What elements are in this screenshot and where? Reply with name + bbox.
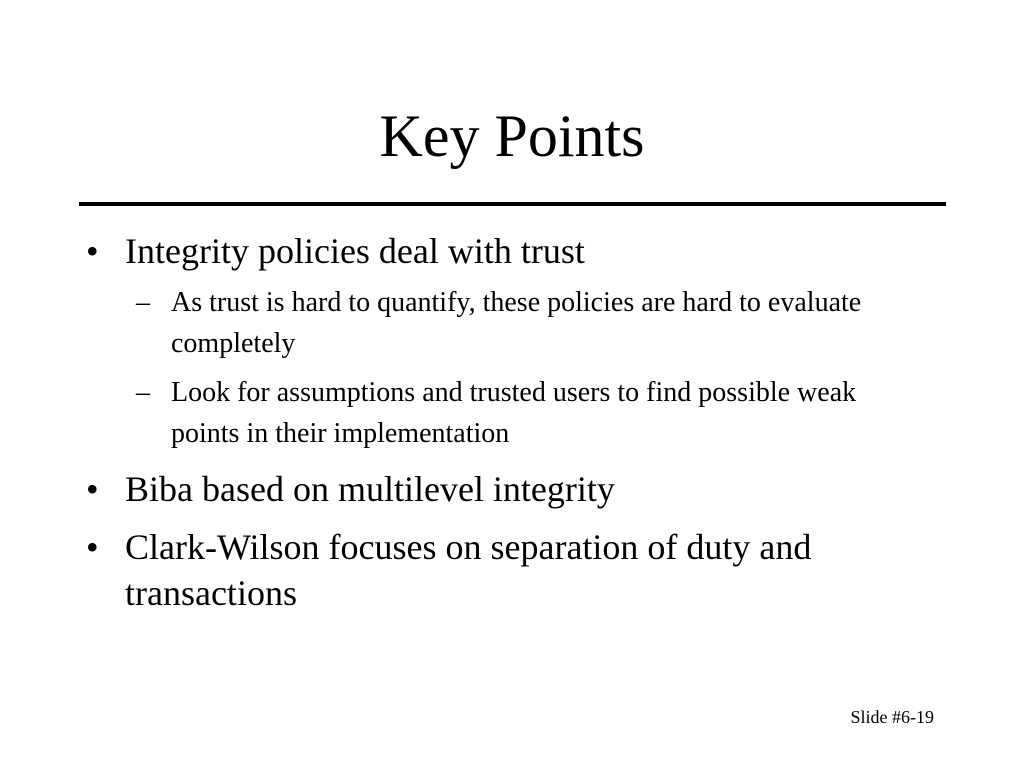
bullet-text: Biba based on multilevel integrity: [125, 469, 615, 509]
bullet-marker: •: [86, 527, 99, 567]
slide-number: Slide #6-19: [850, 707, 934, 727]
sub-bullet-list: [125, 282, 964, 454]
bullet-marker: •: [86, 231, 99, 271]
slide-title: Key Points: [379, 103, 645, 169]
title-divider: [79, 202, 946, 206]
bullet-item: [0, 524, 1024, 616]
bullet-text: Integrity policies deal with trust: [125, 231, 585, 271]
sub-bullet-item: [125, 372, 964, 454]
sub-bullet-marker: –: [136, 377, 150, 408]
bullet-item: [0, 228, 1024, 454]
sub-bullet-text: As trust is hard to quantify, these policies are hard to evaluate completely: [171, 287, 862, 359]
bullet-text: Clark-Wilson focuses on separation of duty and transactions: [125, 527, 812, 613]
bullet-item: [0, 466, 1024, 512]
sub-bullet-item: [125, 282, 964, 364]
bullet-list: [0, 228, 1024, 616]
bullet-marker: •: [86, 469, 99, 509]
sub-bullet-marker: –: [136, 287, 150, 318]
sub-bullet-text: Look for assumptions and trusted users to find possible weak points in their implementation: [171, 377, 857, 449]
